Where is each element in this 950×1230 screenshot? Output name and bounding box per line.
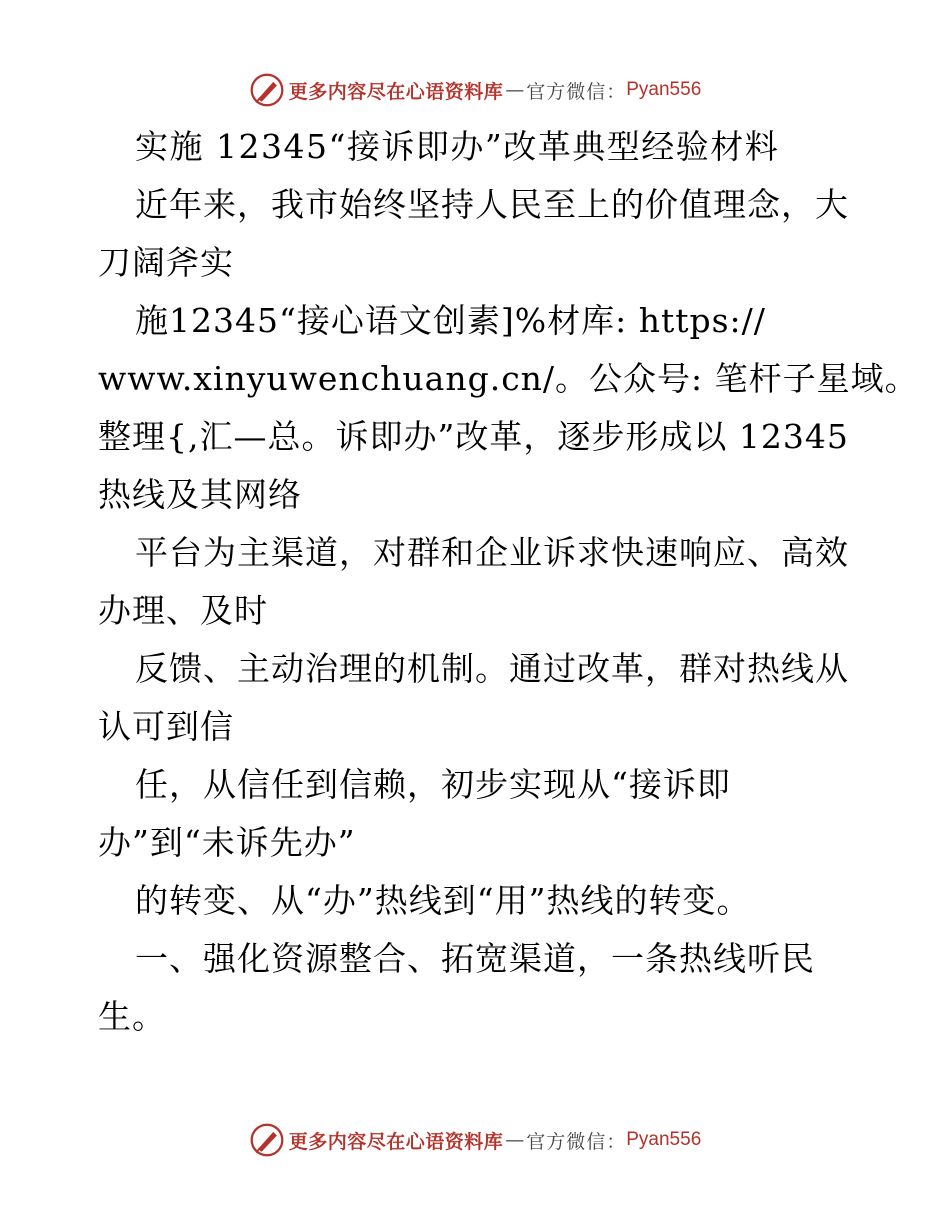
quill-logo-icon: [249, 1122, 285, 1158]
paragraph-line: 的转变、从“办”热线到“用”热线的转变。: [135, 881, 751, 920]
quill-logo-icon: [249, 72, 285, 108]
header-banner: [0, 70, 950, 110]
paragraph-line: 近年来，我市始终坚持人民至上的价值理念，大: [135, 185, 849, 224]
paragraph-line: 热线及其网络: [98, 475, 302, 514]
footer-banner-separator: —: [505, 1129, 525, 1151]
paragraph-line: 整理{,汇—总。诉即办”改革，逐步形成以 12345: [98, 417, 849, 456]
paragraph-line: 反馈、主动治理的机制。通过改革，群对热线从: [135, 649, 849, 688]
header-banner-label: 官方微信：: [526, 80, 627, 103]
paragraph-line: 办”到“未诉先办”: [98, 823, 356, 862]
paragraph-line: 任，从信任到信赖，初步实现从“接诉即: [135, 765, 731, 804]
paragraph-line: 认可到信: [98, 707, 234, 746]
paragraph-line: 办理、及时: [98, 591, 268, 630]
section-heading: 一、强化资源整合、拓宽渠道，一条热线听民: [135, 939, 815, 978]
footer-banner-label: 官方微信：: [526, 1130, 627, 1153]
footer-banner: [0, 1120, 950, 1160]
header-banner-wechat-id: Pyan556: [626, 79, 702, 100]
paragraph-line: 刀阔斧实: [98, 243, 234, 282]
document-title: 实施 12345“接诉即办”改革典型经验材料: [135, 127, 780, 166]
footer-banner-title: 更多内容尽在心语资料库: [288, 1130, 504, 1153]
header-banner-title: 更多内容尽在心语资料库: [288, 80, 504, 103]
footer-banner-wechat-id: Pyan556: [626, 1129, 702, 1150]
paragraph-line: 生。: [98, 997, 166, 1036]
header-banner-separator: —: [505, 79, 525, 101]
paragraph-line: www.xinyuwenchuang.cn/。公众号: 笔杆子星域。: [98, 359, 919, 398]
document-body: [98, 118, 919, 1046]
paragraph-line: 施12345“接心语文创素]%材库: https://: [135, 301, 766, 340]
paragraph-line: 平台为主渠道，对群和企业诉求快速响应、高效: [135, 533, 849, 572]
